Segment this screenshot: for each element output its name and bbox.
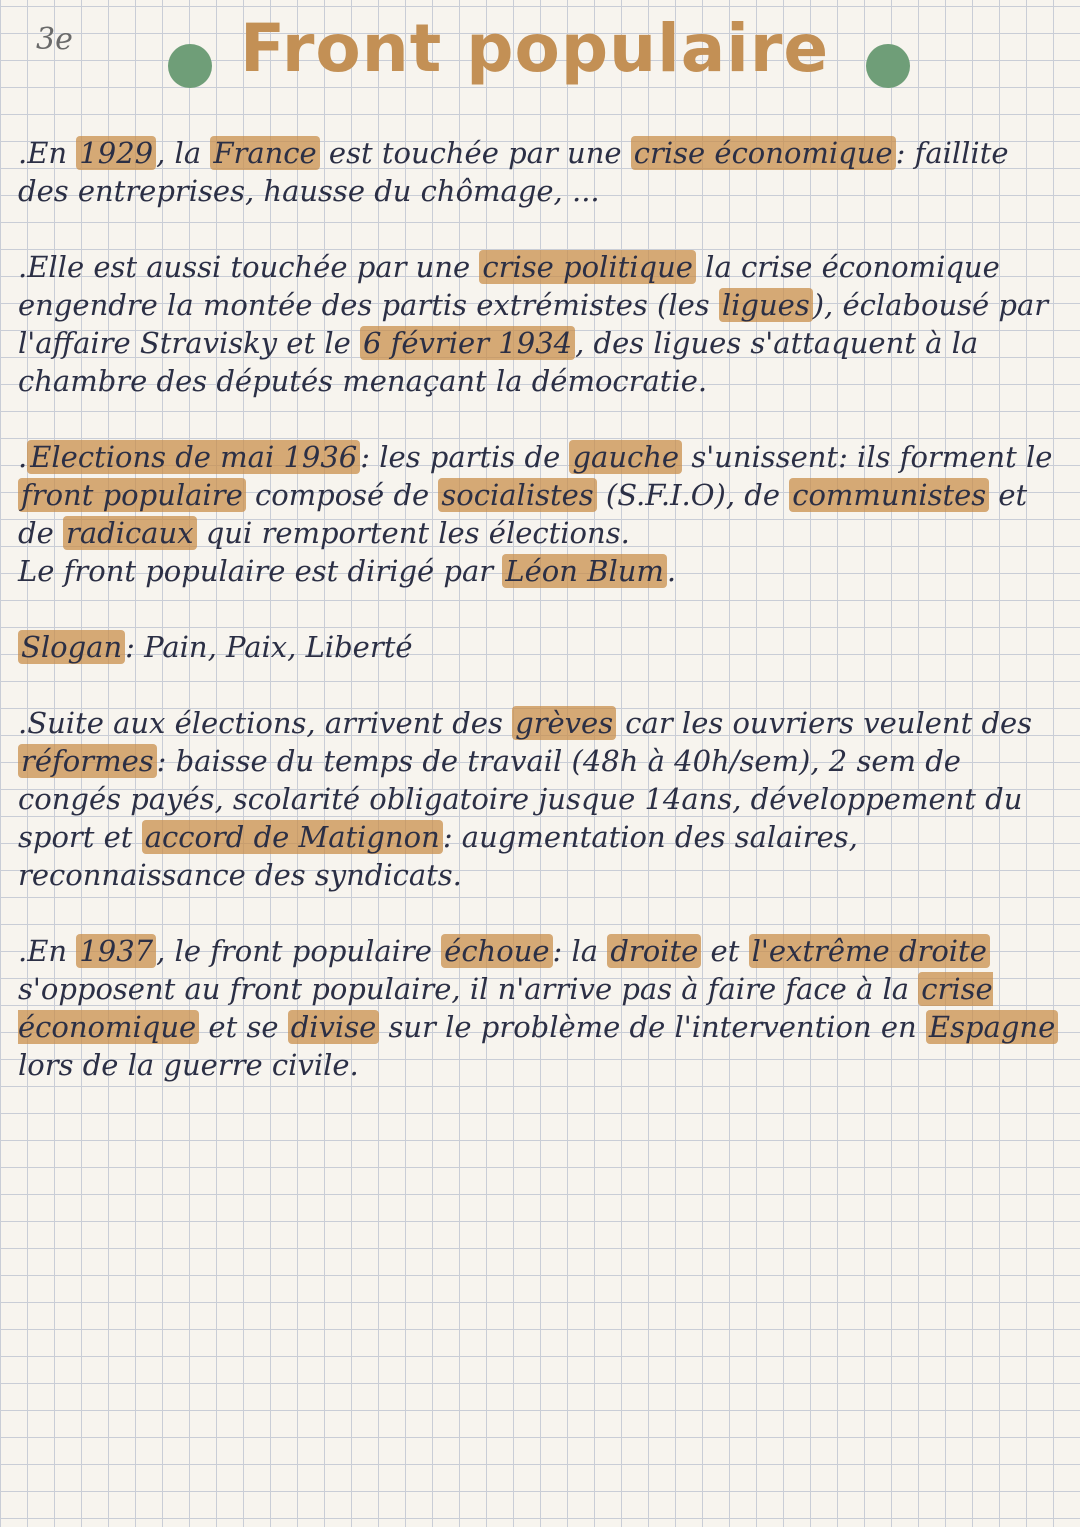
paragraph-text	[18, 704, 1063, 894]
highlighted-term: divise	[288, 1010, 380, 1044]
notes-body	[18, 134, 1063, 1122]
highlighted-term: radicaux	[63, 516, 197, 550]
paragraph-text	[18, 932, 1063, 1084]
text-run: car les ouvriers veulent des	[616, 706, 1033, 740]
paragraph-text	[18, 134, 1063, 210]
note-paragraph	[18, 932, 1063, 1084]
text-run: : Pain, Paix, Liberté	[125, 630, 413, 664]
text-run: , le front populaire	[156, 934, 442, 968]
text-run: (S.F.I.O), de	[596, 478, 790, 512]
highlighted-term: France	[210, 136, 319, 170]
highlighted-term: Elections de mai 1936	[27, 440, 360, 474]
highlighted-term: accord de Matignon	[142, 820, 443, 854]
text-run: ), éclabousé par l'affaire Stravisky et le	[18, 288, 1049, 360]
highlighted-term: crise économique	[631, 136, 896, 170]
text-run: et se	[199, 1010, 288, 1044]
highlighted-term: front populaire	[18, 478, 246, 512]
text-run: composé de	[245, 478, 439, 512]
text-run: : les partis de	[360, 440, 570, 474]
text-run: .Elle est aussi touchée par une	[18, 250, 480, 284]
paragraph-text	[18, 438, 1063, 552]
page-title: Front populaire	[240, 10, 830, 87]
paragraph-text	[18, 248, 1063, 400]
highlighted-term: communistes	[789, 478, 989, 512]
highlighted-term: Slogan	[18, 630, 125, 664]
highlighted-term: grèves	[512, 706, 616, 740]
highlighted-term: Espagne	[926, 1010, 1058, 1044]
highlighted-term: l'extrême droite	[749, 934, 990, 968]
text-run: lors de la guerre civile.	[18, 1048, 359, 1082]
paragraph-text	[18, 552, 1063, 590]
text-run: , des ligues s'attaquent à la chambre des députés menaçant la démocratie.	[18, 326, 979, 398]
green-dot-right	[866, 44, 910, 88]
text-run: et	[701, 934, 749, 968]
paragraph-text	[18, 628, 1063, 666]
highlighted-term: crise économique	[18, 972, 993, 1044]
text-run: sur le problème de l'intervention en	[379, 1010, 926, 1044]
highlighted-term: réformes	[18, 744, 157, 778]
text-run: Le front populaire est dirigé par	[18, 554, 503, 588]
note-paragraph	[18, 704, 1063, 894]
highlighted-term: ligues	[719, 288, 813, 322]
text-run: et de	[18, 478, 1028, 550]
highlighted-term: Léon Blum	[502, 554, 667, 588]
text-run: , la	[156, 136, 211, 170]
text-run: : baisse du temps de travail (48h à 40h/sem), 2 sem de congés payés, scolarité obligatoire jusque 14ans, développement du sport et	[18, 744, 1023, 854]
note-paragraph	[18, 438, 1063, 590]
text-run: .	[18, 440, 28, 474]
green-dot-left	[168, 44, 212, 88]
text-run: s'unissent: ils forment le	[682, 440, 1053, 474]
highlighted-term: 6 février 1934	[360, 326, 575, 360]
highlighted-term: 1929	[76, 136, 156, 170]
text-run: : faillite des entreprises, hausse du chômage, ...	[18, 136, 1009, 208]
highlighted-term: échoue	[441, 934, 552, 968]
highlighted-term: crise politique	[479, 250, 696, 284]
text-run: : augmentation des salaires, reconnaissance des syndicats.	[18, 820, 858, 892]
highlighted-term: 1937	[76, 934, 156, 968]
text-run: : la	[552, 934, 608, 968]
text-run: .Suite aux élections, arrivent des	[18, 706, 513, 740]
text-run: qui remportent les élections.	[196, 516, 630, 550]
note-paragraph	[18, 628, 1063, 666]
note-paragraph	[18, 134, 1063, 210]
text-run: .En	[18, 136, 77, 170]
text-run: .	[666, 554, 677, 588]
grade-label: 3e	[36, 22, 73, 57]
highlighted-term: droite	[607, 934, 701, 968]
text-run: la crise économique engendre la montée des partis extrémistes (les	[18, 250, 1000, 322]
text-run: est touchée par une	[319, 136, 631, 170]
text-run: s'opposent au front populaire, il n'arrive pas à faire face à la	[18, 972, 919, 1006]
text-run: .En	[18, 934, 77, 968]
note-paragraph	[18, 248, 1063, 400]
highlighted-term: gauche	[569, 440, 682, 474]
highlighted-term: socialistes	[438, 478, 596, 512]
